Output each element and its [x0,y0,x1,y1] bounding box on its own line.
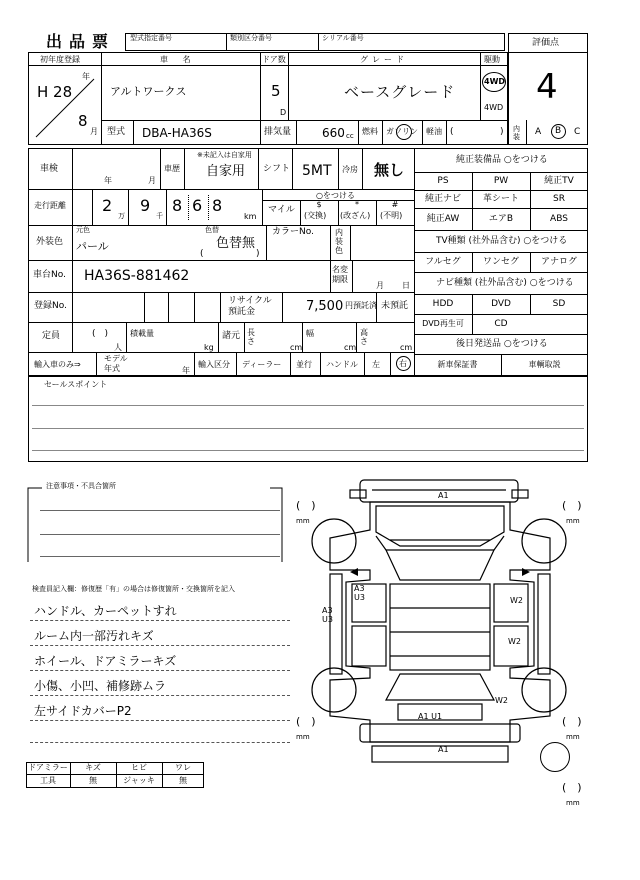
nav-hdd: HDD [432,299,454,309]
legend-tools-value: 無 [89,776,97,785]
type-number-label: 型式指定番号 [130,34,172,42]
model-year-unit: 年 [182,366,190,375]
damage-a1u1: A1 U1 [418,712,443,721]
import-parallel: 並行 [296,360,312,369]
tire-bracket-rr: ( ) [562,715,582,728]
color-change-label: 色替 [205,226,219,234]
light-oil-label: 軽油 [426,127,442,136]
damage-u3-hood: U3 [354,593,365,602]
unknown-option: (不明) [380,211,403,220]
legend-tools: 工具 [40,776,56,785]
exchange-option: (交換) [304,211,327,220]
damage-w2-upper: W2 [510,596,523,605]
width-cm: cm [344,343,357,352]
equip-leather: 革シート [482,194,519,204]
drive-4wd-circled: 4WD [484,77,506,86]
sales-point-label: セールスポイント [44,380,108,389]
tire-mm-fr: mm [566,517,580,525]
note-item-5: 左サイドカバーP2 [34,704,132,718]
equip-airbag: エアB [488,214,514,224]
rating-label: 評価点 [532,38,560,48]
inspection-year-unit: 年 [104,176,112,185]
nav-title: ナビ種類 (社外品含む) ○をつける [436,278,574,288]
recycle-none: 未預託 [381,301,409,311]
history-note: ※未記入は自家用 [197,151,252,159]
note-item-1: ハンドル、カーペットすれ [34,604,177,618]
interior-b: B [555,126,562,136]
handle-left: 左 [372,360,380,369]
height-cm: cm [400,343,413,352]
displacement-label: 排気量 [264,127,292,137]
tire-mm-rr: mm [566,733,580,741]
later-manual: 車輌取説 [528,360,561,369]
title-change-label: 名変期限 [332,265,348,284]
year-unit: 年 [82,72,90,81]
mileage-digit-3: 8 [172,196,183,215]
handle-right: 右 [399,359,407,368]
later-warranty: 新車保証書 [437,360,478,369]
fuel-value: ガソリン [386,127,418,136]
import-dealer: ディーラー [242,360,282,369]
mileage-digit-4: 6 [192,196,203,215]
equipment-title: 純正装備品 ○をつける [456,155,548,165]
tire-bracket-fr: ( ) [562,499,582,512]
header-number-box [125,33,505,51]
form-title: 出品票 [46,32,116,51]
grade-value: ベースグレード [344,83,456,101]
tire-mm-rl: mm [296,733,310,741]
length-cm: cm [290,343,303,352]
later-title: 後日発送品 ○をつける [456,339,548,349]
tamper-symbol: * [355,200,359,209]
history-label: 車歴 [164,164,180,173]
damage-w2-lower: W2 [495,696,508,705]
exchange-symbol: $ [316,200,322,209]
note-item-4: 小傷、小凹、補修跡ムラ [34,679,167,693]
notes-bracket [26,484,286,566]
equip-ps: PS [437,176,449,186]
damage-a1-top: A1 [438,491,449,500]
tire-bracket-rl: ( ) [296,715,316,728]
month-unit: 月 [90,127,98,136]
tire-mm-fl: mm [296,517,310,525]
mile-option: マイル [268,205,295,215]
color-change: 色替無 [216,236,256,251]
car-name-label: 車 名 [160,55,197,64]
damage-w2-mid: W2 [508,637,521,646]
title-change-month: 月 [376,281,384,290]
note-item-2: ルーム内一部汚れキズ [34,629,154,643]
door-count: 5 [271,82,281,100]
inspector-note: 検査員記入欄：修復歴「有」の場合は修復箇所・交換箇所を記入 [32,585,235,593]
exterior-color-label: 外装色 [36,237,64,247]
ac-value: 無し [374,161,405,179]
unknown-symbol: # [391,200,399,209]
mileage-digit-5: 8 [212,196,223,215]
legend-break: ワレ [175,763,191,772]
legend-jack-value: 無 [179,776,187,785]
shift-label: シフト [263,164,291,174]
mileage-digit-1: 2 [102,196,113,215]
drive-label: 駆動 [484,55,500,64]
recycle-label: リサイクル預託金 [228,296,272,317]
grade-label: グレード [360,55,408,64]
reg-no-label: 登録No. [34,301,67,311]
interior-color-label: 内装色 [335,228,343,255]
tire-bracket-spare: ( ) [562,781,582,794]
damage-a3-hood: A3 [354,584,365,593]
chassis-label: 車台No. [33,270,66,280]
serial-label: シリアル番号 [322,34,364,42]
original-color: パール [76,240,109,253]
rating-value: 4 [536,67,558,107]
legend-scratch: キズ [85,763,101,772]
equip-pw: PW [493,176,509,186]
dvd-play: DVD再生可 [422,319,464,328]
dims-label: 諸元 [222,331,241,341]
damage-u3-side: U3 [322,615,333,624]
car-name: アルトワークス [110,85,187,98]
model-label: 型式 [107,127,126,137]
equip-tv: 純正TV [544,176,574,186]
first-reg-month: 8 [78,112,88,130]
inspection-label: 車検 [40,164,59,174]
drive-4wd: 4WD [484,103,504,112]
legend-crack: ヒビ [131,763,147,772]
shift-value: 5MT [302,163,332,179]
color-no-label: カラーNo. [272,227,314,237]
load-label: 積載量 [130,329,154,338]
equip-navi: 純正ナビ [424,194,461,204]
width-label: 幅 [306,329,314,338]
recycle-amount: 7,500 [306,299,344,314]
chassis-number: HA36S-881462 [84,268,190,284]
model-year-label: モデル年式 [104,354,128,373]
fuel-label: 燃料 [362,127,378,136]
tv-title: TV種類 (社外品含む) ○をつける [436,236,568,246]
tire-mm-spare: mm [566,799,580,807]
nav-sd: SD [552,299,566,309]
model-value: DBA-HA36S [142,126,212,140]
equip-abs: ABS [550,214,568,224]
inspection-month-unit: 月 [148,176,156,185]
sen-unit: 千 [156,212,163,220]
category-label: 類別区分番号 [230,34,272,42]
first-reg-year: H 28 [37,83,73,101]
fuel-circle [396,124,412,140]
mileage-digit-2: 9 [140,196,151,215]
interior-a: A [535,127,542,137]
damage-a1-bottom: A1 [438,745,449,754]
cd: CD [494,319,508,329]
mileage-circle-note: ○をつける [316,191,355,200]
mileage-label: 走行距離 [34,201,66,210]
damage-a3-side: A3 [322,606,333,615]
tv-oneseg: ワンセグ [482,257,519,267]
doors-label: ドア数 [262,55,286,64]
tv-fullseg: フルセグ [425,257,461,267]
cc-unit: cc [346,132,354,140]
first-reg-label: 初年度登録 [40,55,80,64]
equip-aw: 純正AW [426,214,460,224]
length-label: 長さ [247,328,255,346]
interior-c: C [574,127,581,137]
man-unit: 万 [118,212,125,220]
legend-mirror: ドアミラー [28,763,68,772]
displacement-value: 660 [322,126,345,140]
nav-dvd: DVD [491,299,511,309]
interior-label: 内装 [513,125,520,141]
note-item-3: ホイール、ドアミラーキズ [34,654,177,668]
handle-label: ハンドル [326,360,358,369]
import-label: 輸入車のみ⇒ [34,360,81,369]
spare-tire-icon [540,742,570,772]
capacity-paren: ( ) [92,329,109,339]
equip-sr: SR [553,194,565,204]
kg-unit: kg [204,343,214,352]
import-type-label: 輸入区分 [198,360,230,369]
tamper-option: (改ざん) [340,211,371,220]
car-damage-diagram [290,470,590,770]
original-color-label: 元色 [76,226,90,234]
notes-title: 注意事項・不具合箇所 [46,482,116,490]
person-unit: 人 [114,343,122,352]
tire-bracket-fl: ( ) [296,499,316,512]
recycle-unit: 円預託済 [345,301,377,310]
legend-jack: ジャッキ [123,776,155,785]
ac-label: 冷房 [342,165,358,174]
tv-analog: アナログ [540,257,577,267]
height-label: 高さ [360,328,368,346]
capacity-label: 定員 [42,331,61,341]
door-suffix: D [280,108,287,117]
km-unit: km [244,212,257,221]
history-value: 自家用 [206,164,246,179]
